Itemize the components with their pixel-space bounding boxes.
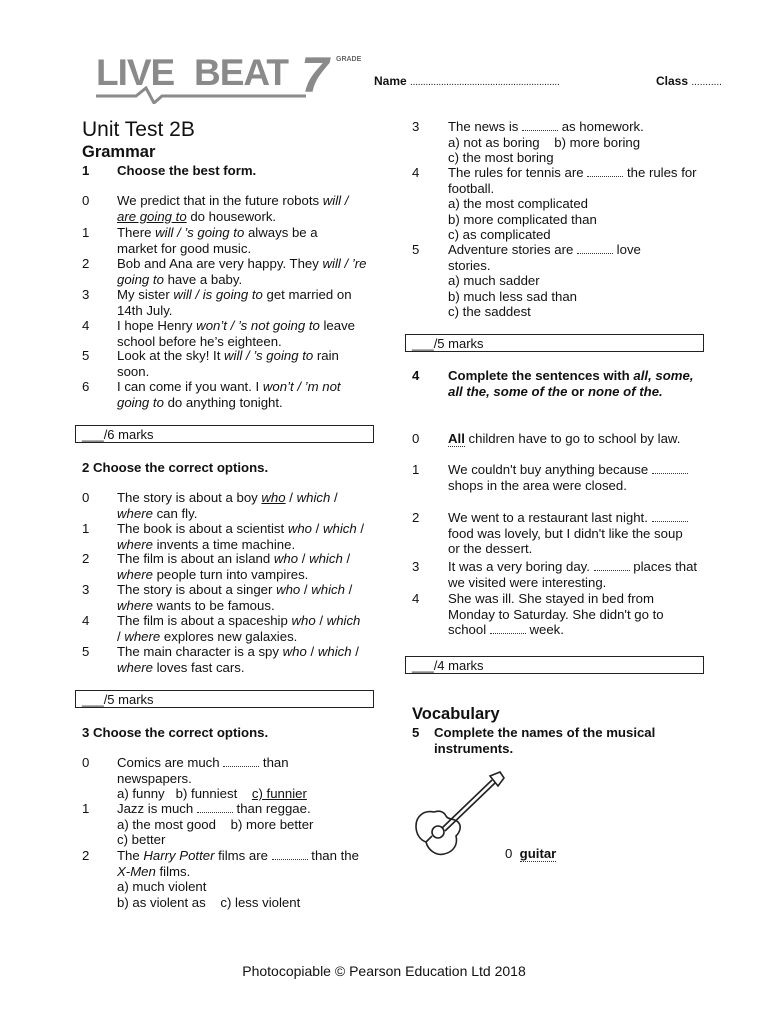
section-4-number: 4 <box>412 368 420 383</box>
item-number: 6 <box>82 379 90 394</box>
item-number: 1 <box>82 521 90 536</box>
separator: / <box>117 628 125 644</box>
section-5-number: 5 <box>412 725 420 740</box>
item-text: than newspapers. <box>117 755 289 786</box>
option-b[interactable]: b) funniest <box>175 786 238 802</box>
option-text[interactable]: won’t / ’s not going to <box>196 318 320 333</box>
s4-item-2 <box>448 510 693 557</box>
item-text: Bob and Ana are very happy. They <box>117 256 323 271</box>
marks-box[interactable]: ___/5 marks <box>405 334 704 352</box>
option-text[interactable]: who <box>273 551 299 566</box>
answer-text: who <box>261 490 286 505</box>
option-text[interactable]: which <box>311 582 345 597</box>
item-number: 2 <box>82 256 90 271</box>
s1-item-6 <box>117 379 367 410</box>
option-text[interactable]: where <box>117 597 153 613</box>
answer-blank[interactable] <box>490 623 526 634</box>
guitar-icon <box>412 770 507 860</box>
answer-blank[interactable] <box>223 756 259 767</box>
option-c[interactable]: c) as complicated <box>448 227 551 243</box>
section-3-instruction: 3 Choose the correct options. <box>82 725 269 740</box>
s2-item-1 <box>117 521 367 552</box>
class-field[interactable] <box>656 74 722 88</box>
item-number: 4 <box>412 165 420 180</box>
item-text: loves fast cars. <box>152 659 245 675</box>
item-text: week. <box>525 622 564 638</box>
item-text: always be a market for good music. <box>117 225 318 256</box>
s2-item-2 <box>117 551 367 582</box>
vocabulary-heading: Vocabulary <box>412 705 500 723</box>
answer-blank[interactable] <box>587 166 623 177</box>
option-text[interactable]: will / is going to <box>173 287 263 302</box>
item-text: There <box>117 225 156 240</box>
section-1-number: 1 <box>82 163 90 178</box>
item-text: My sister <box>117 287 174 302</box>
example-answer: guitar <box>519 846 557 861</box>
item-text: She was ill. She stayed in bed from Monday to Saturday. She didn't go to school <box>448 591 664 638</box>
item-text: get married on 14th July. <box>117 287 352 318</box>
item-number: 0 <box>82 490 90 505</box>
section-5-instruction: Complete the names of the musical instruments. <box>434 725 656 756</box>
item-number: 5 <box>82 348 90 363</box>
item-text: leave school before he’s eighteen. <box>117 318 356 349</box>
option-text[interactable]: who <box>291 613 316 628</box>
name-label: Name <box>374 74 407 88</box>
example-number: 0 <box>505 846 513 861</box>
marks-box[interactable]: ___/5 marks <box>75 690 374 708</box>
separator: / <box>285 490 297 505</box>
separator: / <box>344 582 353 597</box>
item-text: The book is about a scientist <box>117 521 288 536</box>
option-text[interactable]: where <box>124 628 161 644</box>
marks-box[interactable]: ___/4 marks <box>405 656 704 674</box>
item-number: 2 <box>412 510 420 525</box>
option-b[interactable]: b) much less sad than <box>448 288 578 304</box>
option-a[interactable]: a) the most good <box>117 816 216 832</box>
option-c[interactable]: c) the saddest <box>448 304 531 320</box>
option-text[interactable]: won’t / ’m not going to <box>117 379 341 410</box>
item-text: explores new galaxies. <box>160 628 298 644</box>
separator: / <box>300 582 312 597</box>
option-text[interactable]: where <box>117 566 153 582</box>
grade-label: GRADE <box>336 56 362 63</box>
instruction-text: or <box>567 383 588 399</box>
item-text: I hope Henry <box>117 318 197 333</box>
item-text: The film is about a spaceship <box>117 613 292 628</box>
item-text: rain soon. <box>117 348 339 379</box>
item-text: The story is about a boy <box>117 490 262 505</box>
section-5-example <box>505 846 556 861</box>
option-text: where <box>117 505 153 521</box>
item-text: the rules for football. <box>448 165 697 196</box>
item-text: The main character is a spy <box>117 644 283 659</box>
item-text: I can come if you want. I <box>117 379 263 394</box>
option-text[interactable]: who <box>282 644 307 659</box>
s3-item-2 <box>117 848 367 910</box>
option-text[interactable]: who <box>276 582 301 597</box>
answer-blank[interactable] <box>594 560 630 571</box>
item-text: places that we visited were interesting. <box>448 559 698 590</box>
item-text: than reggae. <box>232 801 311 816</box>
item-number: 1 <box>412 462 420 477</box>
separator: / <box>330 490 338 505</box>
s3-item-1 <box>117 801 367 848</box>
brand-beat: BEAT <box>194 52 288 93</box>
item-text: The film is about an island <box>117 551 274 566</box>
item-number: 4 <box>412 591 420 606</box>
answer-blank[interactable] <box>272 849 308 860</box>
item-text: The <box>117 848 144 863</box>
item-text: Comics are much <box>117 755 224 770</box>
option-text[interactable]: where <box>117 536 153 552</box>
s2-item-0 <box>117 490 367 521</box>
item-text: love stories. <box>448 242 641 273</box>
item-number: 2 <box>82 551 90 566</box>
s2-item-4 <box>117 613 367 644</box>
item-text: than the <box>307 848 359 863</box>
s1-item-5 <box>117 348 367 379</box>
item-number: 0 <box>82 193 90 208</box>
brand-live: LIVE <box>96 52 175 93</box>
s3-item-5 <box>448 242 658 320</box>
option-c[interactable]: c) less violent <box>220 894 301 910</box>
item-number: 4 <box>82 613 90 628</box>
s1-item-4 <box>117 318 367 349</box>
item-number: 3 <box>412 119 420 134</box>
s1-item-2 <box>117 256 367 287</box>
example-answer: All <box>448 431 465 446</box>
option-text[interactable]: will / ’s going to <box>155 225 245 240</box>
option-a[interactable]: a) much sadder <box>448 273 540 289</box>
item-text: food was lovely, but I didn't like the soup or the dessert. <box>448 525 683 557</box>
s2-item-3 <box>117 582 367 613</box>
footer-copyright: Photocopiable © Pearson Education Ltd 2018 <box>242 963 526 979</box>
item-text: Adventure stories are <box>448 242 578 257</box>
option-c[interactable]: c) the most boring <box>448 150 554 166</box>
option-a[interactable]: a) the most complicated <box>448 196 588 212</box>
item-text: do housework. <box>186 208 277 224</box>
item-text: We couldn't buy anything because <box>448 462 652 477</box>
item-text: We went to a restaurant last night. <box>448 510 652 525</box>
item-text: shops in the area were closed. <box>448 477 627 493</box>
item-text: as homework. <box>558 119 644 134</box>
option-a[interactable]: a) not as boring <box>448 134 540 150</box>
option-b[interactable]: b) more boring <box>554 134 641 150</box>
item-number: 2 <box>82 848 90 863</box>
separator: / <box>312 521 324 536</box>
option-b[interactable]: b) more complicated than <box>448 211 597 227</box>
class-label: Class <box>656 74 689 88</box>
section-1-instruction: Choose the best form. <box>117 163 257 178</box>
s3-item-0 <box>117 755 367 802</box>
s4-item-1 <box>448 462 700 493</box>
item-text: people turn into vampires. <box>152 566 309 582</box>
s3-item-4 <box>448 165 708 243</box>
s2-item-5 <box>117 644 367 675</box>
instruction-words: none of the. <box>587 383 663 399</box>
option-text[interactable]: which <box>326 613 361 628</box>
instruction-words: all, some, all the, some of the <box>448 368 694 399</box>
separator: / <box>306 644 318 659</box>
answer-text: are going to <box>117 208 187 224</box>
class-dots: ........... <box>691 77 722 88</box>
item-number: 0 <box>412 431 420 446</box>
item-text: We predict that in the future robots <box>117 193 323 208</box>
separator: / <box>356 521 365 536</box>
item-text: do anything tonight. <box>163 394 283 410</box>
answer-blank[interactable] <box>197 802 233 813</box>
answer-blank[interactable] <box>577 243 613 254</box>
title-text: X-Men <box>117 863 156 879</box>
title-text: Harry Potter <box>143 848 215 863</box>
option-b[interactable]: b) as violent as <box>117 894 206 910</box>
answer-blank[interactable] <box>522 120 558 131</box>
item-text: films. <box>155 863 191 879</box>
option-text[interactable]: which <box>309 551 343 566</box>
s4-item-4 <box>448 591 698 638</box>
s4-item-3 <box>448 559 698 590</box>
option-text[interactable]: will / ’s going to <box>224 348 314 363</box>
item-number: 1 <box>82 801 90 816</box>
name-field[interactable] <box>374 74 560 88</box>
option-text[interactable]: where <box>117 659 153 675</box>
grade-number: 7 <box>301 47 329 103</box>
option-text: which <box>296 490 331 505</box>
section-4-instruction <box>448 368 703 399</box>
section-2-instruction: 2 Choose the correct options. <box>82 460 269 475</box>
item-text: wants to be famous. <box>152 597 275 613</box>
item-number: 3 <box>82 287 90 302</box>
item-text: The rules for tennis are <box>448 165 588 180</box>
separator: / <box>315 613 327 628</box>
item-text: invents a time machine. <box>152 536 296 552</box>
name-dots: .......................................................... <box>410 77 560 88</box>
option-text[interactable]: which <box>323 521 357 536</box>
item-text: It was a very boring day. <box>448 559 594 574</box>
marks-box[interactable]: ___/6 marks <box>75 425 374 443</box>
answer-blank[interactable] <box>652 511 688 522</box>
item-number: 4 <box>82 318 90 333</box>
option-b[interactable]: b) more better <box>230 816 314 832</box>
s4-item-0 <box>448 431 688 447</box>
separator: / <box>342 551 351 566</box>
option-a[interactable]: a) much violent <box>117 879 207 895</box>
item-text: films are <box>214 848 272 863</box>
s1-item-0 <box>117 193 367 224</box>
instruction-text: Complete the sentences with <box>448 368 634 383</box>
option-text[interactable]: will / ’re going to <box>117 256 367 287</box>
grammar-heading: Grammar <box>82 143 156 161</box>
item-text: The news is <box>448 119 523 134</box>
item-number: 3 <box>82 582 90 597</box>
item-number: 1 <box>82 225 90 240</box>
item-number: 0 <box>82 755 90 770</box>
item-text: have a baby. <box>163 271 243 287</box>
item-text: The story is about a singer <box>117 582 277 597</box>
item-text: Look at the sky! It <box>117 348 225 363</box>
option-a[interactable]: a) funny <box>117 786 165 802</box>
page-title: Unit Test 2B <box>82 118 195 141</box>
item-number: 5 <box>412 242 420 257</box>
option-c[interactable]: c) better <box>117 832 166 848</box>
answer-blank[interactable] <box>652 463 688 474</box>
item-number: 3 <box>412 559 420 574</box>
item-text: can fly. <box>152 505 198 521</box>
option-text[interactable]: who <box>287 521 313 536</box>
separator: / <box>298 551 310 566</box>
s1-item-1 <box>117 225 357 256</box>
brand-logo <box>96 47 366 103</box>
option-text: will / <box>322 193 349 208</box>
s1-item-3 <box>117 287 367 318</box>
s3-item-3 <box>448 119 708 166</box>
separator: / <box>351 644 359 659</box>
item-text: Jazz is much <box>117 801 197 816</box>
item-text: children have to go to school by law. <box>464 431 681 446</box>
heartbeat-line-icon <box>96 86 306 104</box>
option-text[interactable]: which <box>317 644 352 659</box>
option-c-answer[interactable]: c) funnier <box>251 786 307 802</box>
item-number: 5 <box>82 644 90 659</box>
